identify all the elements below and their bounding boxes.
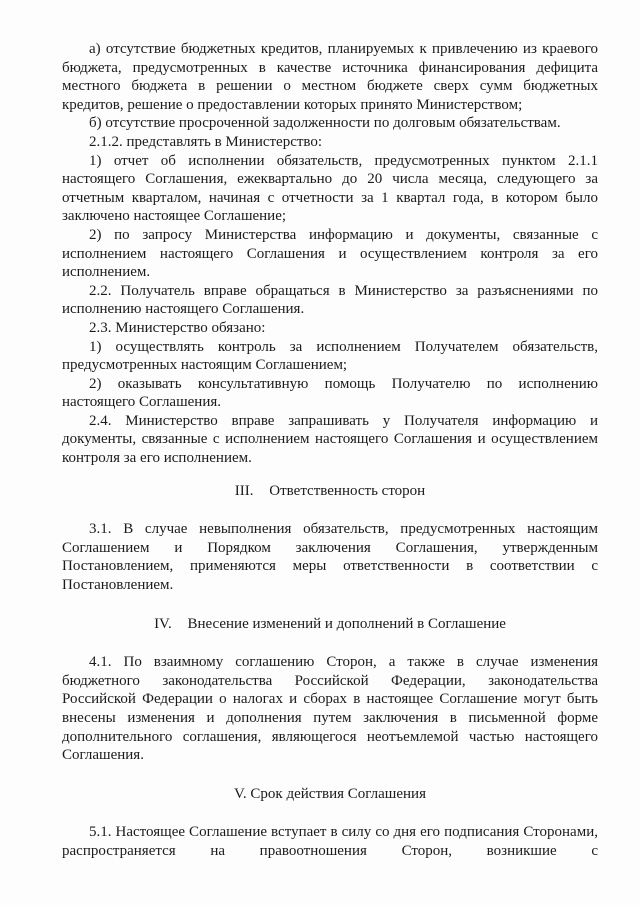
section-3-number: III. — [234, 482, 254, 499]
section-heading-3 — [62, 482, 598, 501]
section-4-number: IV. — [154, 615, 172, 632]
paragraph-a: а) отсутствие бюджетных кредитов, планируемых к привлечению из краевого бюджета, предусмотренных в качестве источника финансирования дефицита местного бюджета в решении о местном бюджете сверх сумм бюджетных кредитов, решение о предоставлении которых принято Министерством; — [62, 41, 598, 113]
document-body — [62, 40, 598, 861]
section-3-title: Ответственность сторон — [269, 482, 426, 499]
paragraph-4-1: 4.1. По взаимному соглашению Сторон, а также в случае изменения бюджетного законодательства Российской Федерации, законодательства Российской Федерации о налогах и сборах в настоящее Соглашение могут быть внесены изменения и дополнения путем заключения в письменной форме дополнительного соглашения, являющегося неотъемлемой частью настоящего Соглашения. — [62, 654, 598, 764]
section-heading-4 — [62, 615, 598, 634]
paragraph-2-1-2-item-1: 1) отчет об исполнении обязательств, предусмотренных пунктом 2.1.1 настоящего Соглашения, ежеквартально до 20 числа месяца, следующего за отчетным кварталом, начиная с отчетности за 1 квартал года, в котором было заключено настоящее Соглашение; — [62, 152, 598, 225]
paragraph-2-1-2-item-2: 2) по запросу Министерства информацию и документы, связанные с исполнением настоящего Соглашения и осуществлением контроля за его исполнением. — [62, 226, 598, 281]
paragraph-3-1: 3.1. В случае невыполнения обязательств, предусмотренных настоящим Соглашением и Порядком заключения Соглашения, утвержденным Постановлением, применяются меры ответственности в соответствии с Постановлением. — [62, 521, 598, 594]
paragraph-b: б) отсутствие просроченной задолженности по долговым обязательствам. — [89, 115, 561, 132]
paragraph-2-2: 2.2. Получатель вправе обращаться в Министерство за разъяснениями по исполнению настоящего Соглашения. — [62, 282, 598, 318]
section-heading-5: V. Срок действия Соглашения — [234, 785, 426, 802]
paragraph-2-3: 2.3. Министерство обязано: — [89, 319, 266, 336]
section-4-title: Внесение изменений и дополнений в Соглашение — [187, 615, 506, 632]
paragraph-2-3-item-2: 2) оказывать консультативную помощь Получателю по исполнению настоящего Соглашения. — [62, 375, 598, 411]
paragraph-5-1: 5.1. Настоящее Соглашение вступает в силу со дня его подписания Сторонами, распространяется на правоотношения Сторон, возникшие с — [62, 824, 598, 859]
paragraph-2-3-item-1: 1) осуществлять контроль за исполнением Получателем обязательств, предусмотренных настоящим Соглашением; — [62, 338, 598, 374]
paragraph-2-4: 2.4. Министерство вправе запрашивать у Получателя информацию и документы, связанные с исполнением настоящего Соглашения и осуществлением контроля за его исполнением. — [62, 412, 598, 467]
paragraph-2-1-2: 2.1.2. представлять в Министерство: — [89, 133, 323, 150]
